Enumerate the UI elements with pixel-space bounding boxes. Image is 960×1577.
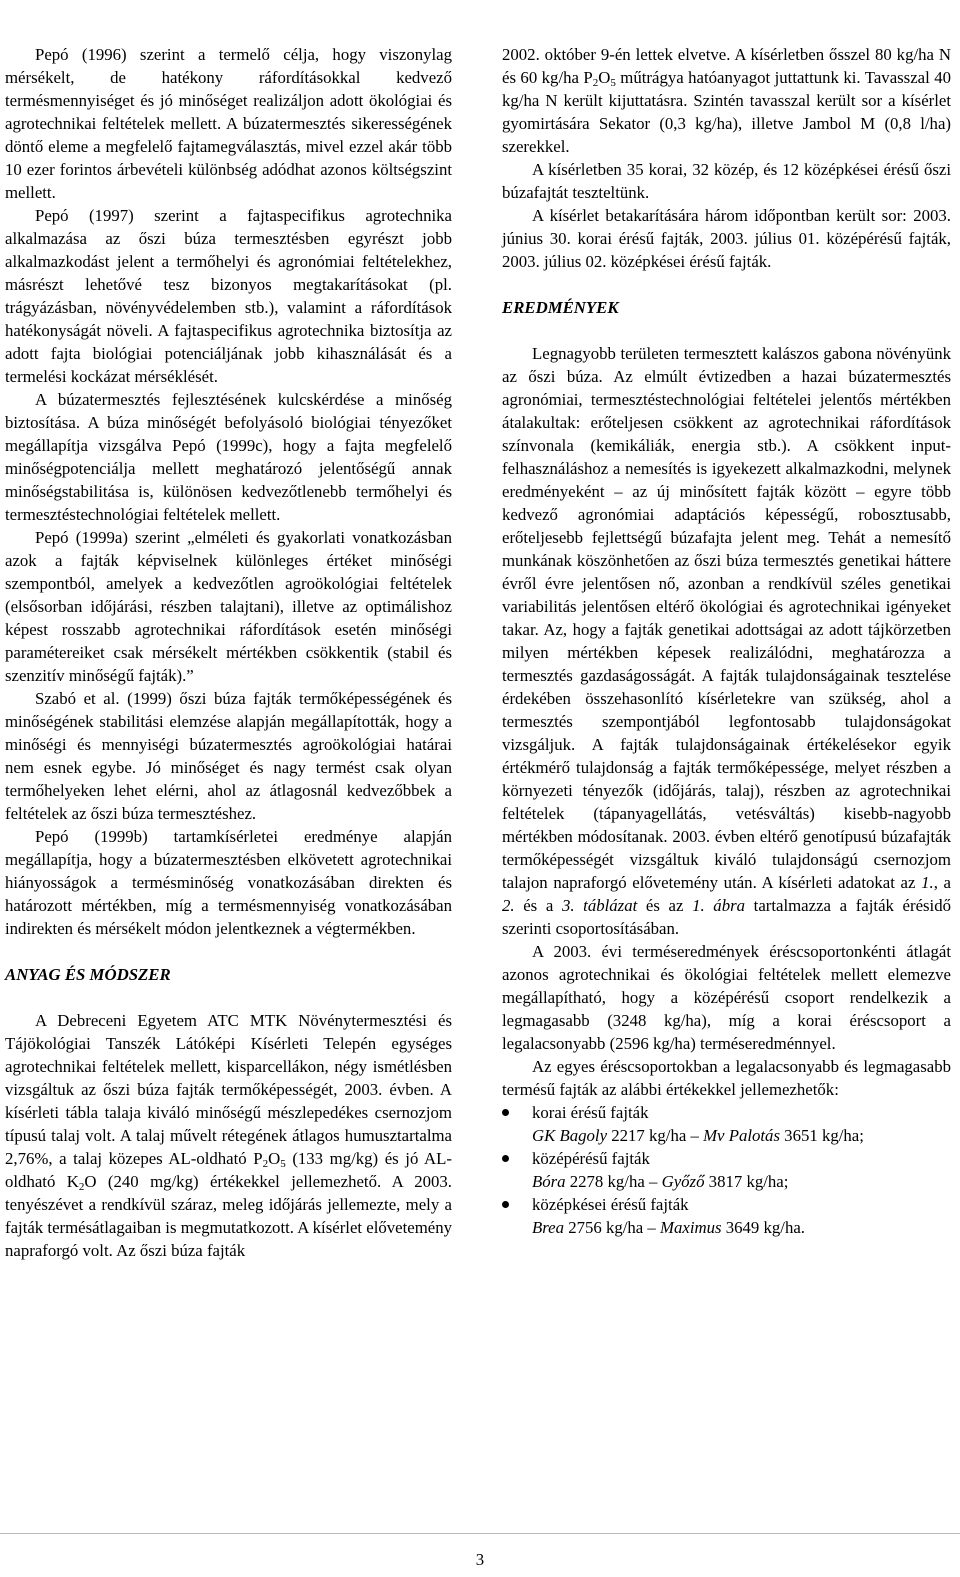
- subscript: 5: [610, 77, 616, 89]
- bullet-icon: [502, 1155, 509, 1162]
- text: tartalmazza a fajták érésidő szerinti csoportosításában.: [502, 896, 952, 938]
- paragraph: A kísérletben 35 korai, 32 közép, és 12 középkései érésű őszi búzafajtát teszteltünk.: [502, 160, 951, 202]
- variety-name: Mv Palotás: [703, 1126, 780, 1145]
- subscript: 5: [280, 1158, 286, 1170]
- bullet-list: [502, 1101, 951, 1239]
- text: műtrágya hatóanyagot juttattunk ki. Tavasszal 40 kg/ha N került kijuttatásra. Szintén tavasszal került sor a kísérlet gyomirtására Sekator (0,3 kg/ha), illetve Jambol M (0,8 l/ha) szerekkel.: [502, 68, 951, 156]
- paragraph: Pepó (1997) szerint a fajtaspecifikus agrotechnika alkalmazása az őszi búza termesztésben egyrészt jobb alkalmazkodást jelent a termőhelyi és agronómiai feltételekhez, másrészt lehetővé tesz bizonyos megtakarításokat (pl. trágyázásban, növényvédelemben stb.), valamint a ráfordítások hatékonyságát növeli. A fajtaspecifikus agrotechnika biztosítja az adott fajta biológiai potenciáljának jobb kihasználását és a termelési kockázat mérséklését.: [5, 206, 452, 386]
- text: (133 mg/kg) és jó AL-oldható K: [5, 1149, 452, 1191]
- list-item-label: középérésű fajták: [532, 1149, 650, 1168]
- paragraph: [502, 43, 951, 158]
- text: A Debreceni Egyetem ATC MTK Növénytermesztési és Tájökológiai Tanszék Látóképi Kísérleti Telepén egységes agrotechnikai feltételek mellett, kisparcellákon, négy ismétlésben vizsgáltuk az őszi búza fajták termőképességét, 2003. évben. A kísérleti tábla talaja kiváló minőségű mészlepedékes csernozjom típusú talaj volt. A talaj művelt rétegének átlagos humusztartalma 2,76%, a talaj közepes AL-oldható P: [5, 1011, 452, 1168]
- text: Legnagyobb területen termesztett kalászos gabona növényünk az őszi búza. Az elmúlt évtizedben a hazai búzatermesztés agronómiai, termesztéstechnológiai feltételei jelentős mértékben átalakultak: erőteljesen csökkent az agrotechnikai ráfordítások színvonala (kemikáliák, energia stb.). A csökkent input-felhasználáshoz a nemesítés is igyekezett alkalmazkodni, melynek eredményeként – az új minősített fajták között – egyre több kedvező agronómiai adaptációs képességű, robosztusabb, erőteljesebb fejlettségű búzafajta jelent meg. Tehát a nemesítő munkának köszönhetően az őszi búza termesztés genetikai háttere évről évre jelentősen nő, azonban a rendkívül széles genetikai variabilitás jelentősen eltérő ökológiai és agrotechnikai igényeket takar. Az, hogy a fajták genetikai adottságai az adott tájkörzetben milyen mértékben képesek realizálódni, meghatározza a termesztés gazdaságosságát. A fajták tulajdonságainak tesztelése érdekében összehasonlító kísérletekre van szükség, ahol a termesztés szempontjából legfontosabb tulajdonságokat vizsgáljuk. A fajták tulajdonságainak értékelésekor egyik értékmérő tulajdonság a fajták termőképessége, melyet részben a környezeti tényezők (időjárás, talaj), részben az agrotechnikai feltételek (tápanyagellátás, vetésváltás) kisebb-nagyobb mértékben módosítanak. 2003. évben eltérő genotípusú búzafajták termőképességét vizsgáltuk kiváló tulajdonságú csernozjom talajon napraforgó elővetemény után. A kísérleti adatokat az: [502, 344, 951, 892]
- figure-reference: 1. ábra: [692, 896, 746, 915]
- list-item: [502, 1101, 951, 1147]
- subscript: 2: [262, 1158, 269, 1170]
- paragraph: Az egyes éréscsoportokban a legalacsonyabb és legmagasabb termésű fajták az alábbi értékekkel jellemezhetők:: [502, 1057, 951, 1099]
- section-heading-methods: ANYAG ÉS MÓDSZER: [5, 965, 171, 984]
- paragraph: [5, 1009, 452, 1262]
- paragraph: Szabó et al. (1999) őszi búza fajták termőképességének és minőségének stabilitási elemzése alapján megállapították, hogy a minőségi és mennyiségi búzatermesztés agroökológiai határai nem esnek egybe. Jó minőséget és nagy termést csak olyan termőhelyeken lehet elérni, ahol az átlagosnál kedvezőbbek a feltételek az őszi búza termesztéshez.: [5, 689, 452, 823]
- text: 2002. október 9-én lettek elvetve. A kísérletben ősszel 80 kg/ha N és 60 kg/ha P: [502, 45, 951, 87]
- text: és az: [637, 896, 693, 915]
- text: 3651 kg/ha;: [779, 1126, 864, 1145]
- subscript: 2: [592, 77, 599, 89]
- list-item-label: középkései érésű fajták: [532, 1195, 689, 1214]
- text: O: [598, 68, 611, 87]
- variety-name: GK Bagoly: [532, 1126, 608, 1145]
- text: 2756 kg/ha –: [564, 1218, 661, 1237]
- text: 2217 kg/ha –: [607, 1126, 704, 1145]
- paragraph: Pepó (1996) szerint a termelő célja, hogy viszonylag mérsékelt, de hatékony ráfordításokkal kedvező termésmennyiséget és jó minőséget realizáljon adott ökológiai és agrotechnikai feltételek mellett. A búzatermesztés sikerességének döntő eleme a megfelelő fajtamegválasztás, mivel ezzel akár több 10 ezer forintos árbevételi különbség adódhat azonos költségszint mellett.: [5, 45, 452, 202]
- paragraph: A búzatermesztés fejlesztésének kulcskérdése a minőség biztosítása. A búza minőségét befolyásoló biológiai tényezőket megállapítja vizsgálva Pepó (1999c), hogy a fajta megfelelő minőségpotenciálja mellett meghatározó jelentőségű annak minőségstabilitása is, különösen kedvezőtlenebb termőhelyi és termesztéstechnológiai feltételek mellett.: [5, 390, 452, 524]
- paragraph: Pepó (1999a) szerint „elméleti és gyakorlati vonatkozásban azok a fajták képviselnek különleges értéket minőségi szempontból, amelyek a kedvezőtlen agroökológiai feltételek (elsősorban időjárási, részben talajtani), illetve az optimálishoz képest rosszabb agrotechnikai ráfordítások esetén minőségi paramétereiket csak mérsékelt mértékben csökkentik (stabil és szenzitív minőségű fajták).”: [5, 528, 452, 685]
- paragraph: Pepó (1999b) tartamkísérletei eredménye alapján megállapítja, hogy a búzatermesztésben elkövetett agrotechnikai hiányosságok a termésminőség vonatkozásában direkten és határozott mértékben, míg a termésmennyiség vonatkozásában indirekten és mérsékelt módon jelentkeznek a végtermékben.: [5, 827, 452, 938]
- table-reference: 2.: [502, 896, 515, 915]
- text: 3817 kg/ha;: [704, 1172, 789, 1191]
- text: , a: [933, 873, 952, 892]
- variety-name: Maximus: [660, 1218, 722, 1237]
- bullet-icon: [502, 1201, 509, 1208]
- paragraph: A 2003. évi terméseredmények éréscsoportonkénti átlagát azonos agrotechnikai és ökológiai feltételek mellett elemezve megállapítható, hogy a középérésű csoport rendelkezik a legmagasabb (3248 kg/ha), míg a korai éréscsoport a legalacsonyabb (2596 kg/ha) terméseredménnyel.: [502, 942, 951, 1053]
- footer-divider: [0, 1533, 960, 1534]
- right-column: [502, 43, 951, 1239]
- list-item: [502, 1193, 951, 1239]
- left-column: [5, 43, 452, 1262]
- variety-name: Győző: [661, 1172, 705, 1191]
- table-reference: 1.: [921, 873, 934, 892]
- section-heading-results: EREDMÉNYEK: [502, 298, 619, 317]
- bullet-icon: [502, 1109, 509, 1116]
- text: 3649 kg/ha.: [721, 1218, 805, 1237]
- page-number: 3: [475, 1550, 485, 1569]
- text: és a: [514, 896, 562, 915]
- text: O: [268, 1149, 281, 1168]
- paragraph: A kísérlet betakarítására három időpontban került sor: 2003. június 30. korai érésű fajták, 2003. július 01. középérésű fajták, 2003. július 02. középkései érésű fajták.: [502, 206, 951, 271]
- paragraph: [502, 342, 951, 940]
- list-item-label: korai érésű fajták: [532, 1103, 649, 1122]
- table-reference: 3. táblázat: [561, 896, 638, 915]
- text: O (240 mg/kg) értékekkel jellemezhető. A 2003. tenyészévet a rendkívül száraz, meleg időjárás jellemezte, mely a fajták termésátlagaiban is megmutatkozott. A kísérlet elővetemény napraforgó volt. Az őszi búza fajták: [5, 1172, 452, 1260]
- variety-name: Brea: [532, 1218, 564, 1237]
- variety-name: Bóra: [532, 1172, 566, 1191]
- list-item: [502, 1147, 951, 1193]
- subscript: 2: [78, 1181, 85, 1193]
- text: 2278 kg/ha –: [565, 1172, 662, 1191]
